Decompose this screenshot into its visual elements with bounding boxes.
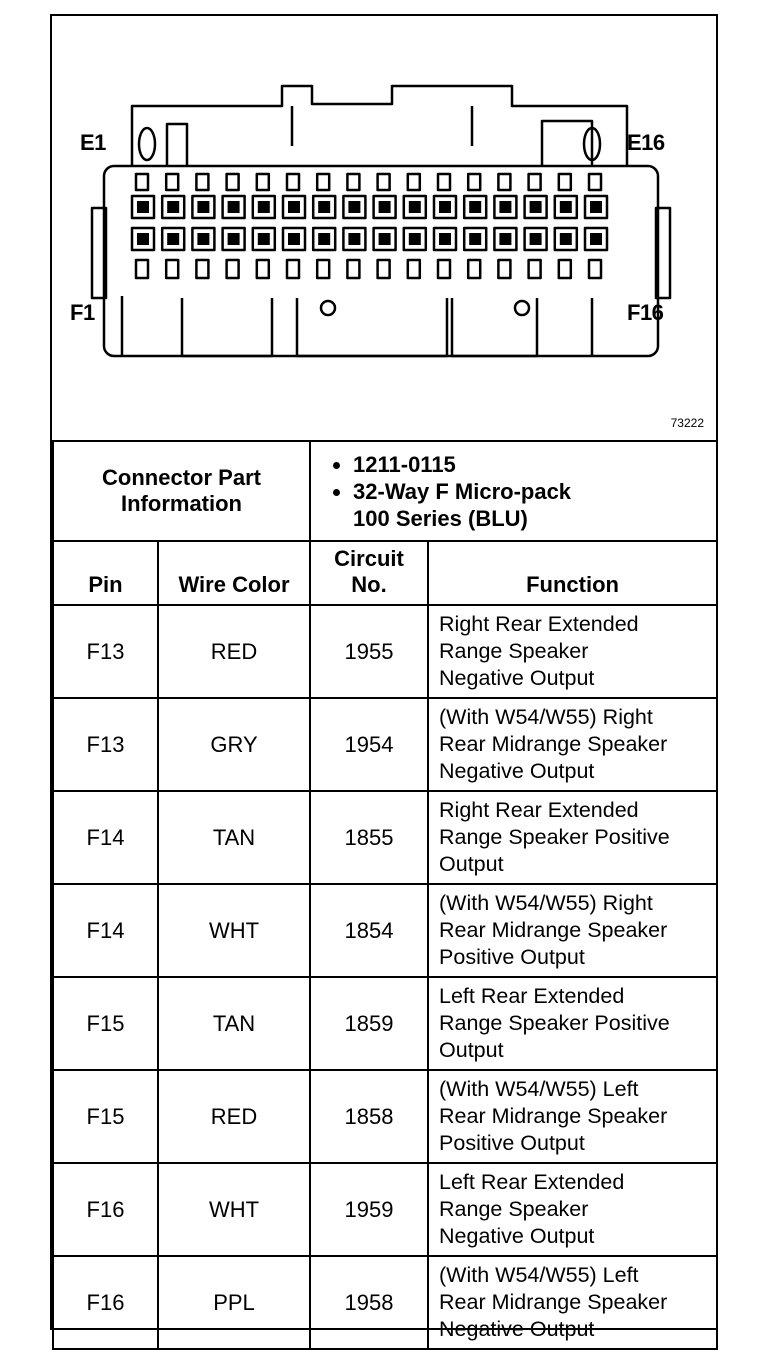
function-line: (With W54/W55) Right: [439, 891, 653, 915]
function-cell: [428, 1070, 717, 1163]
pinout-table: [52, 440, 718, 1350]
pin-cavity-bottom: [347, 260, 359, 278]
connector-info-label: [53, 441, 310, 541]
terminal-square-lower-fill: [288, 233, 300, 245]
pin-cavity-top: [468, 174, 480, 190]
terminal-square-lower-fill: [590, 233, 602, 245]
function-line: Negative Output: [439, 1224, 595, 1248]
table-row: [53, 1163, 717, 1256]
terminal-square-upper-fill: [409, 201, 421, 213]
pin-cavity-bottom: [227, 260, 239, 278]
terminal-square-upper-fill: [167, 201, 179, 213]
circuit-cell: 1959: [310, 1163, 428, 1256]
pin-cavity-top: [559, 174, 571, 190]
pin-cavity-top: [227, 174, 239, 190]
pin-cell: F13: [53, 605, 158, 698]
pin-cavity-bottom: [408, 260, 420, 278]
function-cell: [428, 698, 717, 791]
function-line: Right Rear Extended: [439, 612, 639, 636]
function-line: (With W54/W55) Right: [439, 705, 653, 729]
terminal-square-lower-fill: [560, 233, 572, 245]
pin-cavity-bottom: [529, 260, 541, 278]
table-row: [53, 1070, 717, 1163]
function-line: Left Rear Extended: [439, 1170, 625, 1194]
function-line: Range Speaker Positive: [439, 825, 670, 849]
function-line: Positive Output: [439, 1131, 585, 1155]
wire-color-cell: PPL: [158, 1256, 310, 1349]
pin-cavity-top: [589, 174, 601, 190]
pin-cell: F13: [53, 698, 158, 791]
terminal-square-upper-fill: [228, 201, 240, 213]
terminal-square-upper-fill: [258, 201, 270, 213]
pin-cavity-bottom: [136, 260, 148, 278]
function-line: (With W54/W55) Left: [439, 1077, 639, 1101]
function-line: Right Rear Extended: [439, 798, 639, 822]
terminal-square-lower-fill: [469, 233, 481, 245]
pin-cell: F15: [53, 977, 158, 1070]
wire-color-cell: WHT: [158, 1163, 310, 1256]
pinout-rows: [53, 605, 717, 1349]
connector-info-details: [310, 441, 717, 541]
pin-cavity-bottom: [196, 260, 208, 278]
left-latch: [167, 124, 187, 166]
function-cell: [428, 977, 717, 1070]
pin-cell: F14: [53, 884, 158, 977]
pin-cavity-bottom: [498, 260, 510, 278]
pin-cell: F16: [53, 1256, 158, 1349]
function-line: Range Speaker Positive: [439, 1011, 670, 1035]
wire-color-cell: GRY: [158, 698, 310, 791]
connector-diagram: [52, 16, 716, 440]
pin-cavity-top: [196, 174, 208, 190]
terminal-square-upper-fill: [288, 201, 300, 213]
wire-color-cell: RED: [158, 1070, 310, 1163]
pin-cell: F14: [53, 791, 158, 884]
function-line: (With W54/W55) Left: [439, 1263, 639, 1287]
housing-top-outline: [132, 86, 627, 166]
pin-cavity-top: [136, 174, 148, 190]
terminal-square-lower-fill: [137, 233, 149, 245]
terminal-square-upper-fill: [197, 201, 209, 213]
label-e1: E1: [80, 130, 106, 155]
terminal-square-lower-fill: [228, 233, 240, 245]
terminal-square-lower-fill: [348, 233, 360, 245]
pin-cavity-top: [529, 174, 541, 190]
pin-cavity-top: [287, 174, 299, 190]
function-line: Output: [439, 852, 504, 876]
function-cell: [428, 791, 717, 884]
function-line: Output: [439, 1038, 504, 1062]
function-cell: [428, 1163, 717, 1256]
terminal-square-upper-fill: [590, 201, 602, 213]
header-pin: Pin: [53, 541, 158, 605]
figure-number: 73222: [670, 416, 704, 430]
pin-cell: F15: [53, 1070, 158, 1163]
function-cell: [428, 1256, 717, 1349]
part-number: • 1211-0115: [353, 451, 716, 478]
connector-info-row: [53, 441, 717, 541]
wire-color-cell: TAN: [158, 791, 310, 884]
pin-cavity-bottom: [468, 260, 480, 278]
header-wire-color: Wire Color: [158, 541, 310, 605]
connector-sheet: [50, 14, 718, 1341]
table-row: [53, 605, 717, 698]
function-line: Negative Output: [439, 1317, 595, 1341]
pin-cavity-top: [378, 174, 390, 190]
header-function: Function: [428, 541, 717, 605]
function-line: Positive Output: [439, 945, 585, 969]
pin-cavity-bottom: [317, 260, 329, 278]
terminal-square-lower-fill: [258, 233, 270, 245]
function-line: Negative Output: [439, 666, 595, 690]
key-notch-left: [321, 301, 335, 315]
function-cell: [428, 884, 717, 977]
terminal-square-lower-fill: [197, 233, 209, 245]
wire-color-cell: WHT: [158, 884, 310, 977]
terminal-square-upper-fill: [379, 201, 391, 213]
connector-info-label-line2: Information: [121, 491, 242, 516]
label-f16: F16: [627, 300, 664, 325]
circuit-cell: 1859: [310, 977, 428, 1070]
label-e16: E16: [627, 130, 665, 155]
left-key-oval: [139, 128, 155, 160]
pin-cavity-bottom: [589, 260, 601, 278]
terminal-square-lower-fill: [318, 233, 330, 245]
terminal-square-upper-fill: [530, 201, 542, 213]
terminal-square-lower-fill: [439, 233, 451, 245]
circuit-cell: 1958: [310, 1256, 428, 1349]
label-f1: F1: [70, 300, 95, 325]
terminal-square-upper-fill: [499, 201, 511, 213]
terminal-square-upper-fill: [348, 201, 360, 213]
terminal-square-lower-fill: [379, 233, 391, 245]
table-row: [53, 977, 717, 1070]
header-circuit-no: Circuit No.: [310, 541, 428, 605]
wire-color-cell: RED: [158, 605, 310, 698]
terminal-square-upper-fill: [560, 201, 572, 213]
table-row: [53, 884, 717, 977]
pin-cavity-bottom: [559, 260, 571, 278]
circuit-cell: 1854: [310, 884, 428, 977]
function-line: Negative Output: [439, 759, 595, 783]
table-row: [53, 1256, 717, 1349]
pin-cavity-top: [166, 174, 178, 190]
pin-cavity-bottom: [166, 260, 178, 278]
wire-color-cell: TAN: [158, 977, 310, 1070]
connector-type: • 32-Way F Micro-pack 100 Series (BLU): [353, 478, 716, 532]
key-notch-right: [515, 301, 529, 315]
pin-cavity-top: [317, 174, 329, 190]
circuit-cell: 1954: [310, 698, 428, 791]
function-line: Range Speaker: [439, 639, 589, 663]
function-line: Rear Midrange Speaker: [439, 1290, 668, 1314]
connector-info-label-line1: Connector Part: [102, 465, 261, 490]
circuit-cell: 1855: [310, 791, 428, 884]
pin-cell: F16: [53, 1163, 158, 1256]
function-line: Rear Midrange Speaker: [439, 732, 668, 756]
table-row: [53, 791, 717, 884]
header-row: [53, 541, 717, 605]
function-line: Range Speaker: [439, 1197, 589, 1221]
circuit-cell: 1955: [310, 605, 428, 698]
connector-drawing: [52, 16, 716, 440]
pin-cavity-top: [438, 174, 450, 190]
terminal-square-upper-fill: [137, 201, 149, 213]
function-cell: [428, 605, 717, 698]
pin-cavity-bottom: [378, 260, 390, 278]
pin-cavity-bottom: [438, 260, 450, 278]
pin-cavity-bottom: [287, 260, 299, 278]
function-line: Left Rear Extended: [439, 984, 625, 1008]
lower-skirt: [122, 296, 592, 356]
terminal-square-lower-fill: [167, 233, 179, 245]
table-row: [53, 698, 717, 791]
function-line: Rear Midrange Speaker: [439, 918, 668, 942]
pin-cavity-top: [347, 174, 359, 190]
circuit-cell: 1858: [310, 1070, 428, 1163]
pin-cavity-top: [498, 174, 510, 190]
top-ribs: [292, 106, 472, 146]
connector-series: 100 Series (BLU): [353, 505, 528, 531]
terminal-square-upper-fill: [439, 201, 451, 213]
terminal-square-lower-fill: [409, 233, 421, 245]
terminal-square-upper-fill: [318, 201, 330, 213]
terminal-square-lower-fill: [530, 233, 542, 245]
pin-cavity-top: [408, 174, 420, 190]
terminal-square-upper-fill: [469, 201, 481, 213]
pin-cavity-bottom: [257, 260, 269, 278]
function-line: Rear Midrange Speaker: [439, 1104, 668, 1128]
pin-cavity-top: [257, 174, 269, 190]
terminal-square-lower-fill: [499, 233, 511, 245]
